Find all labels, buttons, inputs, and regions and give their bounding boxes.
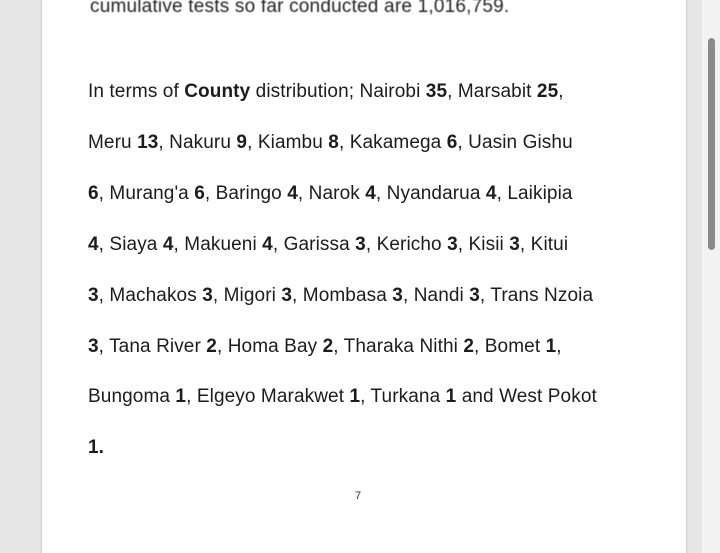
- county-text: , Kitui: [519, 234, 569, 255]
- case-count: 1.: [88, 437, 105, 458]
- paragraph-line: [88, 183, 573, 205]
- case-count: 4: [287, 183, 298, 204]
- case-count: 6: [194, 183, 205, 204]
- case-count: 6: [88, 183, 99, 204]
- county-text: , Garissa: [272, 234, 356, 255]
- county-text: , Kakamega: [338, 132, 447, 153]
- case-count: 1: [545, 336, 557, 357]
- county-text: , Makueni: [173, 234, 263, 255]
- county-text: , Kiambu: [247, 132, 329, 153]
- county-text: , Trans Nzoia: [479, 285, 594, 306]
- paragraph-line: [88, 386, 597, 408]
- county-text: , Kisii: [457, 234, 510, 255]
- scrollbar-thumb[interactable]: [708, 38, 715, 250]
- county-text: , Laikipia: [496, 183, 573, 204]
- case-count: 3: [355, 234, 366, 255]
- county-text: , Machakos: [98, 285, 203, 306]
- case-count: 3: [392, 285, 403, 306]
- county-text: and West Pokot: [456, 386, 597, 407]
- county-text: , Murang'a: [98, 183, 195, 204]
- case-count: 6: [446, 132, 458, 153]
- county-text: ,: [556, 336, 562, 357]
- case-count: 25: [536, 81, 559, 102]
- county-text: Bungoma: [88, 386, 176, 407]
- paragraph-line: [88, 132, 573, 154]
- case-count: 2: [206, 336, 217, 357]
- case-count: 4: [88, 234, 99, 255]
- case-count: 3: [88, 285, 99, 306]
- county-text: , Turkana: [360, 386, 446, 407]
- case-count: 1: [175, 386, 187, 407]
- case-count: 8: [328, 132, 339, 153]
- case-count: 3: [281, 285, 293, 306]
- case-count: 3: [202, 285, 213, 306]
- case-count: 4: [365, 183, 376, 204]
- county-text: , Baringo: [204, 183, 288, 204]
- county-text: , Narok: [297, 183, 366, 204]
- county-text: , Kericho: [365, 234, 448, 255]
- case-count: 3: [469, 285, 480, 306]
- paragraph-line: [88, 234, 568, 256]
- paragraph-line: [88, 285, 593, 307]
- case-count: 3: [509, 234, 520, 255]
- paragraph-line: [88, 81, 564, 103]
- case-count: 2: [322, 336, 334, 357]
- page-number: 7: [355, 490, 362, 502]
- scrollbar-track[interactable]: [702, 0, 720, 553]
- county-text: , Homa Bay: [216, 336, 323, 357]
- case-count: 1: [349, 386, 361, 407]
- case-count: 35: [425, 81, 448, 102]
- county-text: , Bomet: [474, 336, 546, 357]
- county-text: Meru: [88, 132, 138, 153]
- case-count: 4: [262, 234, 273, 255]
- county-text: , Uasin Gishu: [457, 132, 573, 153]
- county-text: , Marsabit: [447, 81, 537, 102]
- county-text: , Tana River: [98, 336, 207, 357]
- document-page: [42, 0, 686, 553]
- county-text: , Nakuru: [158, 132, 237, 153]
- county-text: , Elgeyo Marakwet: [186, 386, 350, 407]
- case-count: 9: [236, 132, 248, 153]
- case-count: 4: [162, 234, 174, 255]
- county-text: In terms of: [88, 81, 185, 102]
- case-count: 1: [445, 386, 457, 407]
- paragraph-line: [88, 336, 562, 358]
- county-text: ,: [558, 81, 564, 102]
- cutoff-text-line: cumulative tests so far conducted are 1,016,759.: [90, 0, 510, 17]
- case-count: 4: [485, 183, 497, 204]
- county-text: , Mombasa: [292, 285, 393, 306]
- county-text: , Tharaka Nithi: [333, 336, 464, 357]
- paragraph-line: [88, 437, 104, 459]
- county-text: distribution; Nairobi: [250, 81, 426, 102]
- case-count: 3: [447, 234, 458, 255]
- case-count: 2: [463, 336, 475, 357]
- county-text: , Nandi: [402, 285, 470, 306]
- county-text: , Migori: [212, 285, 282, 306]
- county-text: , Siaya: [98, 234, 163, 255]
- case-count: County: [184, 81, 251, 102]
- case-count: 13: [137, 132, 159, 153]
- case-count: 3: [88, 336, 99, 357]
- county-text: , Nyandarua: [375, 183, 486, 204]
